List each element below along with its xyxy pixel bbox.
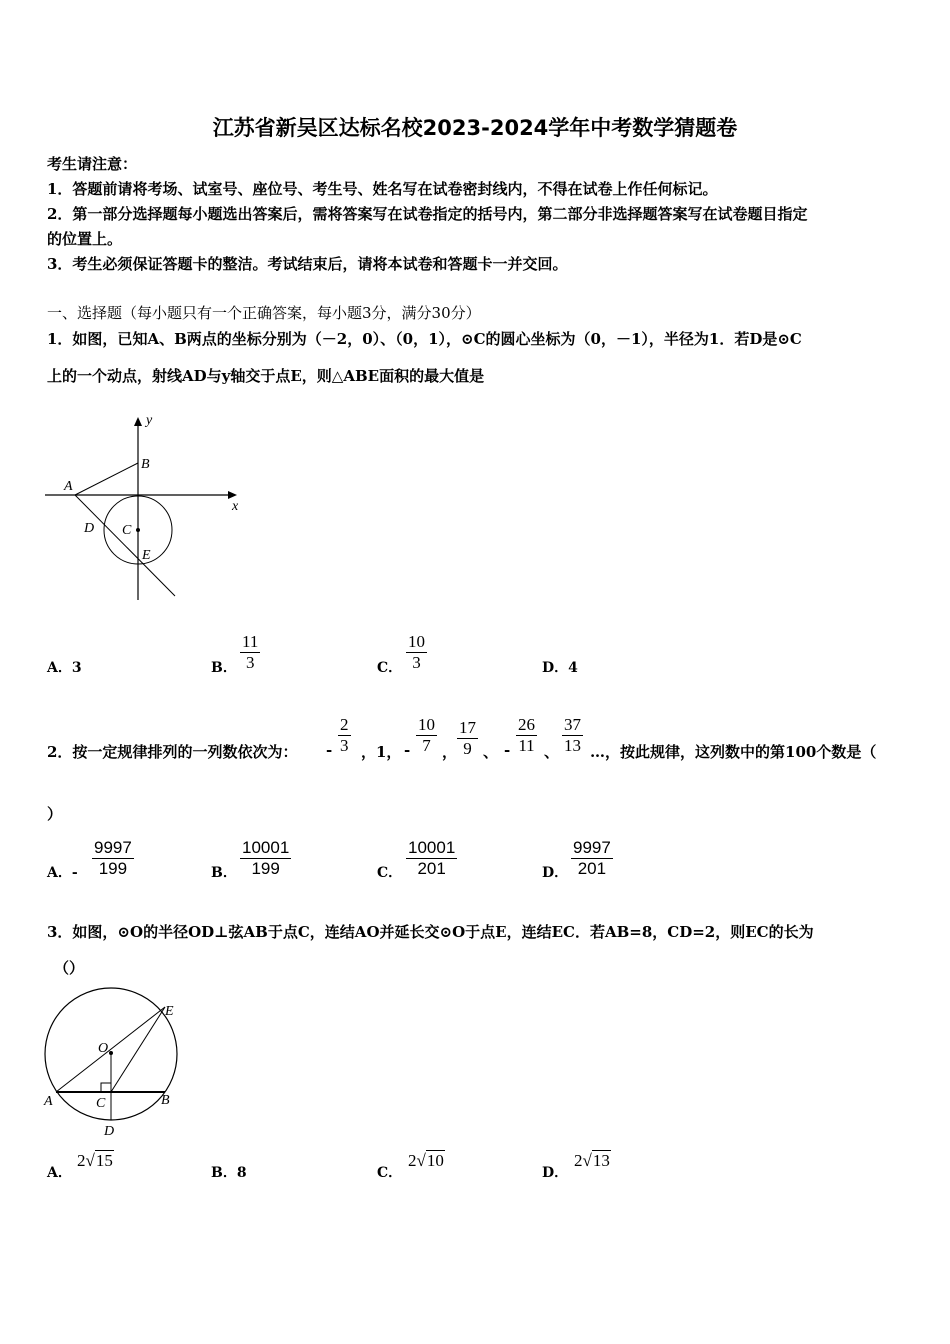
q2-term1-den: 3 — [340, 736, 349, 755]
notice-item-1: 1．答题前请将考场、试室号、座位号、考生号、姓名写在试卷密封线内，不得在试卷上作任何标记。 — [47, 180, 718, 198]
q2-sep2: ， — [442, 743, 458, 761]
q1-label-e: E — [142, 548, 151, 563]
q3-option-c-coef: 2 — [408, 1151, 417, 1170]
q2-term5-num: 37 — [564, 715, 581, 734]
q1-option-a-value: 3 — [71, 660, 82, 676]
q2-term3-den: 9 — [457, 738, 478, 759]
q2-option-b-fraction — [240, 838, 291, 879]
q2-option-c-fraction — [406, 838, 457, 879]
radical-icon: √ — [416, 1151, 426, 1170]
q1-label-d: D — [84, 521, 95, 536]
q2-close: ） — [47, 805, 63, 823]
q1-label-a: A — [64, 479, 73, 494]
q2-term2-sign: - — [404, 741, 411, 759]
page-title: 江苏省新吴区达标名校2023-2024学年中考数学猜题卷 — [212, 116, 738, 140]
q2-term4-sign: - — [504, 741, 511, 759]
q3-option-b-label: B． — [211, 1165, 237, 1181]
q2-term1-fraction — [338, 715, 351, 756]
radical-icon: √ — [582, 1151, 592, 1170]
q2-term2-num: 10 — [418, 715, 435, 734]
q2-option-d-fraction — [571, 838, 613, 879]
q3-option-d-value — [574, 1151, 611, 1171]
q3-label-a: A — [44, 1094, 53, 1109]
q3-option-d-label[interactable]: D． — [542, 1165, 569, 1181]
q1-label-y: y — [146, 413, 153, 428]
q3-option-b-value: 8 — [236, 1165, 247, 1181]
q1-line1: 1．如图，已知A、B两点的坐标分别为（－2，0）、（0，1），⊙C的圆心坐标为（0，－1），半径为1．若D是⊙C — [47, 330, 802, 348]
section-heading: 一、选择题（每小题只有一个正确答案，每小题3分，满分30分） — [47, 304, 481, 322]
q2-prefix: 2．按一定规律排列的一列数依次为： — [47, 743, 298, 761]
q1-option-d-value: 4 — [568, 660, 578, 676]
q2-option-b-label[interactable]: B． — [211, 865, 237, 881]
q3-label-d: D — [104, 1124, 115, 1139]
q2-term2-den: 7 — [416, 735, 437, 756]
q1-option-d-label: D． — [542, 660, 569, 676]
q1-option-c-num: 10 — [408, 632, 425, 651]
q1-option-a-label: A． — [47, 660, 72, 676]
q3-label-o: O — [98, 1041, 109, 1056]
q1-label-b: B — [141, 457, 150, 472]
q3-option-a-label[interactable]: A． — [47, 1165, 72, 1181]
q2-term5-fraction — [562, 715, 583, 756]
q3-option-c-rad: 10 — [426, 1151, 444, 1170]
q1-option-a[interactable] — [47, 657, 82, 677]
q2-option-c-den: 201 — [406, 858, 457, 879]
q2-option-d-den: 201 — [571, 858, 613, 879]
q1-figure — [40, 410, 250, 605]
q2-term2-fraction — [416, 715, 437, 756]
q2-term4-fraction — [516, 715, 537, 756]
q2-term3-num: 17 — [459, 718, 476, 737]
q1-label-x: x — [232, 499, 239, 514]
q3-option-b[interactable] — [211, 1162, 247, 1182]
q2-term5-den: 13 — [564, 736, 581, 755]
notice-heading: 考生请注意： — [47, 155, 138, 173]
notice-item-2-cont: 的位置上。 — [47, 230, 123, 248]
q2-sep1: ，1， — [361, 743, 402, 761]
q1-label-c: C — [122, 523, 132, 538]
q2-sep3: 、 — [483, 743, 499, 761]
q3-option-a-coef: 2 — [77, 1151, 86, 1170]
q1-option-b-fraction — [240, 632, 260, 673]
q3-option-a-value — [77, 1151, 114, 1171]
q1-option-b-label[interactable]: B． — [211, 660, 237, 676]
q2-option-b-den: 199 — [240, 858, 291, 879]
q1-option-c-den: 3 — [406, 652, 427, 673]
q2-term1-sign: - — [326, 741, 333, 759]
q1-option-b-den: 3 — [240, 652, 260, 673]
q3-figure — [40, 985, 200, 1140]
q3-label-e: E — [165, 1004, 174, 1019]
q3-label-b: B — [161, 1093, 170, 1108]
q2-option-a-fraction — [92, 838, 134, 879]
q2-suffix: …，按此规律，这列数中的第100个数是（ — [590, 743, 877, 761]
q1-line2: 上的一个动点，射线AD与y轴交于点E，则△ABE面积的最大值是 — [47, 367, 485, 385]
q2-option-a-den: 199 — [92, 858, 134, 879]
q3-option-d-rad: 13 — [592, 1151, 610, 1170]
q2-term4-num: 26 — [518, 715, 535, 734]
q2-option-b-num: 10001 — [242, 838, 290, 857]
q3-option-c-value — [408, 1151, 445, 1171]
q2-option-a-num: 9997 — [94, 838, 132, 857]
q2-option-a-sign: - — [71, 865, 78, 881]
radical-icon: √ — [85, 1151, 95, 1170]
notice-item-3: 3．考生必须保证答题卡的整洁。考试结束后，请将本试卷和答题卡一并交回。 — [47, 255, 568, 273]
notice-item-2: 2．第一部分选择题每小题选出答案后，需将答案写在试卷指定的括号内，第二部分非选择题答案写在试卷题目指定 — [47, 205, 808, 223]
q2-sep4: 、 — [544, 743, 560, 761]
q1-option-b-num: 11 — [242, 632, 259, 651]
q3-option-a-rad: 15 — [95, 1151, 113, 1170]
q2-option-a-label: A． — [47, 865, 72, 881]
q2-option-c-num: 10001 — [408, 838, 456, 857]
q2-option-d-num: 9997 — [573, 838, 611, 857]
q3-option-c-label[interactable]: C． — [377, 1165, 403, 1181]
q1-option-d[interactable] — [542, 657, 578, 677]
q3-option-d-coef: 2 — [574, 1151, 583, 1170]
q2-term1-num: 2 — [340, 715, 349, 734]
q3-label-c: C — [96, 1096, 106, 1111]
q1-option-c-fraction — [406, 632, 427, 673]
q2-term4-den: 11 — [516, 735, 537, 756]
q2-option-d-label[interactable]: D． — [542, 865, 569, 881]
q1-option-c-label[interactable]: C． — [377, 660, 403, 676]
q2-option-a[interactable] — [47, 862, 78, 882]
q3-line1: 3．如图，⊙O的半径OD⊥弦AB于点C，连结AO并延长交⊙O于点E，连结EC．若AB=8，CD=2，则EC的长为 — [47, 923, 814, 941]
q2-term3-fraction — [457, 718, 478, 759]
q3-line2: （） — [54, 959, 85, 977]
q2-option-c-label[interactable]: C． — [377, 865, 403, 881]
